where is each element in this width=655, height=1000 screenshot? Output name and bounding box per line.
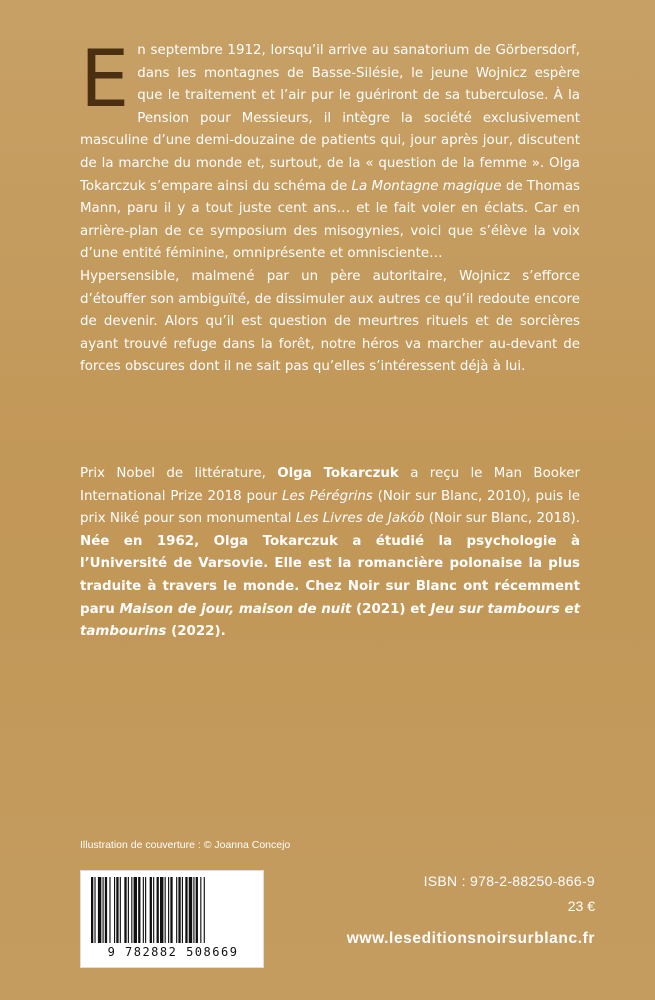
author-bio bbox=[80, 463, 580, 644]
barcode-bar bbox=[178, 877, 180, 943]
barcode-bar bbox=[153, 877, 154, 943]
barcode-bar bbox=[103, 877, 104, 943]
barcode-bars bbox=[91, 877, 253, 943]
barcode-bar bbox=[120, 877, 121, 943]
barcode-bar bbox=[134, 877, 137, 943]
book-title: Maison de jour, maison de nuit bbox=[119, 601, 352, 617]
barcode-bar bbox=[105, 877, 107, 943]
barcode-bar bbox=[109, 877, 110, 943]
barcode-bar bbox=[94, 877, 95, 943]
barcode-bar bbox=[143, 877, 144, 943]
isbn: ISBN : 978-2-88250-866-9 bbox=[423, 873, 595, 889]
barcode-bar bbox=[176, 877, 177, 943]
barcode-bar bbox=[185, 877, 187, 943]
book-title: Les Livres de Jakób bbox=[295, 511, 425, 527]
barcode-bar bbox=[138, 877, 140, 943]
barcode-bar bbox=[124, 877, 126, 943]
price: 23 € bbox=[567, 898, 595, 914]
barcode-bar bbox=[204, 877, 205, 943]
bio-text-bold: Née en 1962, Olga Tokarczuk a étudié la psychologie à l’Université de Varsovie. Elle est la romancière polonaise la plus traduite à travers le monde. Chez Noir sur Blanc ont récemment paru bbox=[80, 533, 580, 617]
barcode-bar bbox=[128, 877, 129, 943]
book-title: Jeu sur tambours et tambourins bbox=[80, 601, 581, 640]
bio-text-bold: (2021) et bbox=[351, 601, 431, 617]
barcode-bar bbox=[98, 877, 101, 943]
barcode-bar bbox=[131, 877, 132, 943]
barcode-bar bbox=[157, 877, 159, 943]
book-title: La Montagne magique bbox=[351, 178, 502, 194]
synopsis-paragraph-2: Hypersensible, malmené par un père autoritaire, Wojnicz s’efforce d’étouffer son ambiguïté, de dissimuler aux autres ce qu’il redoute encore de devenir. Alors qu’il est question de meurtres rituels et de sorcières ayant trouvé refuge dans la forêt, notre héros va marcher au-devant de forces obscures dont il ne sait pas qu’elles s’intéressent déjà à lui. bbox=[80, 268, 580, 375]
barcode-bar bbox=[116, 877, 118, 943]
author-name: Olga Tokarczuk bbox=[277, 466, 399, 481]
bio-text: Prix Nobel de littérature, bbox=[80, 466, 278, 481]
barcode-bar bbox=[168, 877, 169, 943]
barcode-bar bbox=[91, 877, 93, 943]
publisher-website[interactable]: www.leseditionsnoirsurblanc.fr bbox=[346, 930, 595, 947]
barcode-bar bbox=[165, 877, 166, 943]
barcode bbox=[80, 870, 264, 968]
drop-cap: E bbox=[80, 35, 130, 125]
barcode-bar bbox=[150, 877, 152, 943]
bio-text: a reçu le Man Booker International Prize 2018 pour bbox=[80, 466, 580, 504]
barcode-bar bbox=[193, 877, 194, 943]
bio-text: (Noir sur Blanc, 2010), puis le prix Niké pour son monumental bbox=[80, 488, 580, 527]
synopsis-paragraph-1 bbox=[80, 35, 581, 266]
barcode-bar bbox=[200, 877, 201, 943]
barcode-bar bbox=[114, 877, 115, 943]
barcode-digits: 9 782882 508669 bbox=[107, 945, 239, 959]
book-title: Les Pérégrins bbox=[282, 488, 373, 504]
barcode-bar bbox=[145, 877, 146, 943]
synopsis-text: n septembre 1912, lorsqu’il arrive au sanatorium de Görbersdorf, dans les montagnes de Basse-Silésie, le jeune Wojnicz espère que le traitement et l’air pur le guériront de sa tuberculose. À la Pension pour Messieurs, il intègre la société exclusivement masculine d’une demi-douzaine de patients qui, jour après jour, discutent de la marche du monde et, surtout, de la « question de la femme ». Olga Tokarczuk s’empare ainsi du schéma de bbox=[80, 43, 580, 194]
barcode-bar bbox=[189, 877, 192, 943]
barcode-bar bbox=[196, 877, 198, 943]
barcode-bar bbox=[182, 877, 183, 943]
bio-text-bold: (2022). bbox=[166, 624, 226, 640]
synopsis bbox=[80, 35, 581, 379]
synopsis-text: de Thomas Mann, paru il y a tout juste cent ans… et le fait voler en éclats. Car en arrière-plan de ce symposium des misogynies, voici que s’élève la voix d’une entité féminine, omniprésente et omnisciente… bbox=[80, 178, 581, 262]
bio-text: (Noir sur Blanc, 2018). bbox=[424, 511, 580, 527]
barcode-bar bbox=[170, 877, 172, 943]
barcode-bar bbox=[160, 877, 163, 943]
cover-credit: Illustration de couverture : © Joanna Concejo bbox=[80, 839, 291, 851]
